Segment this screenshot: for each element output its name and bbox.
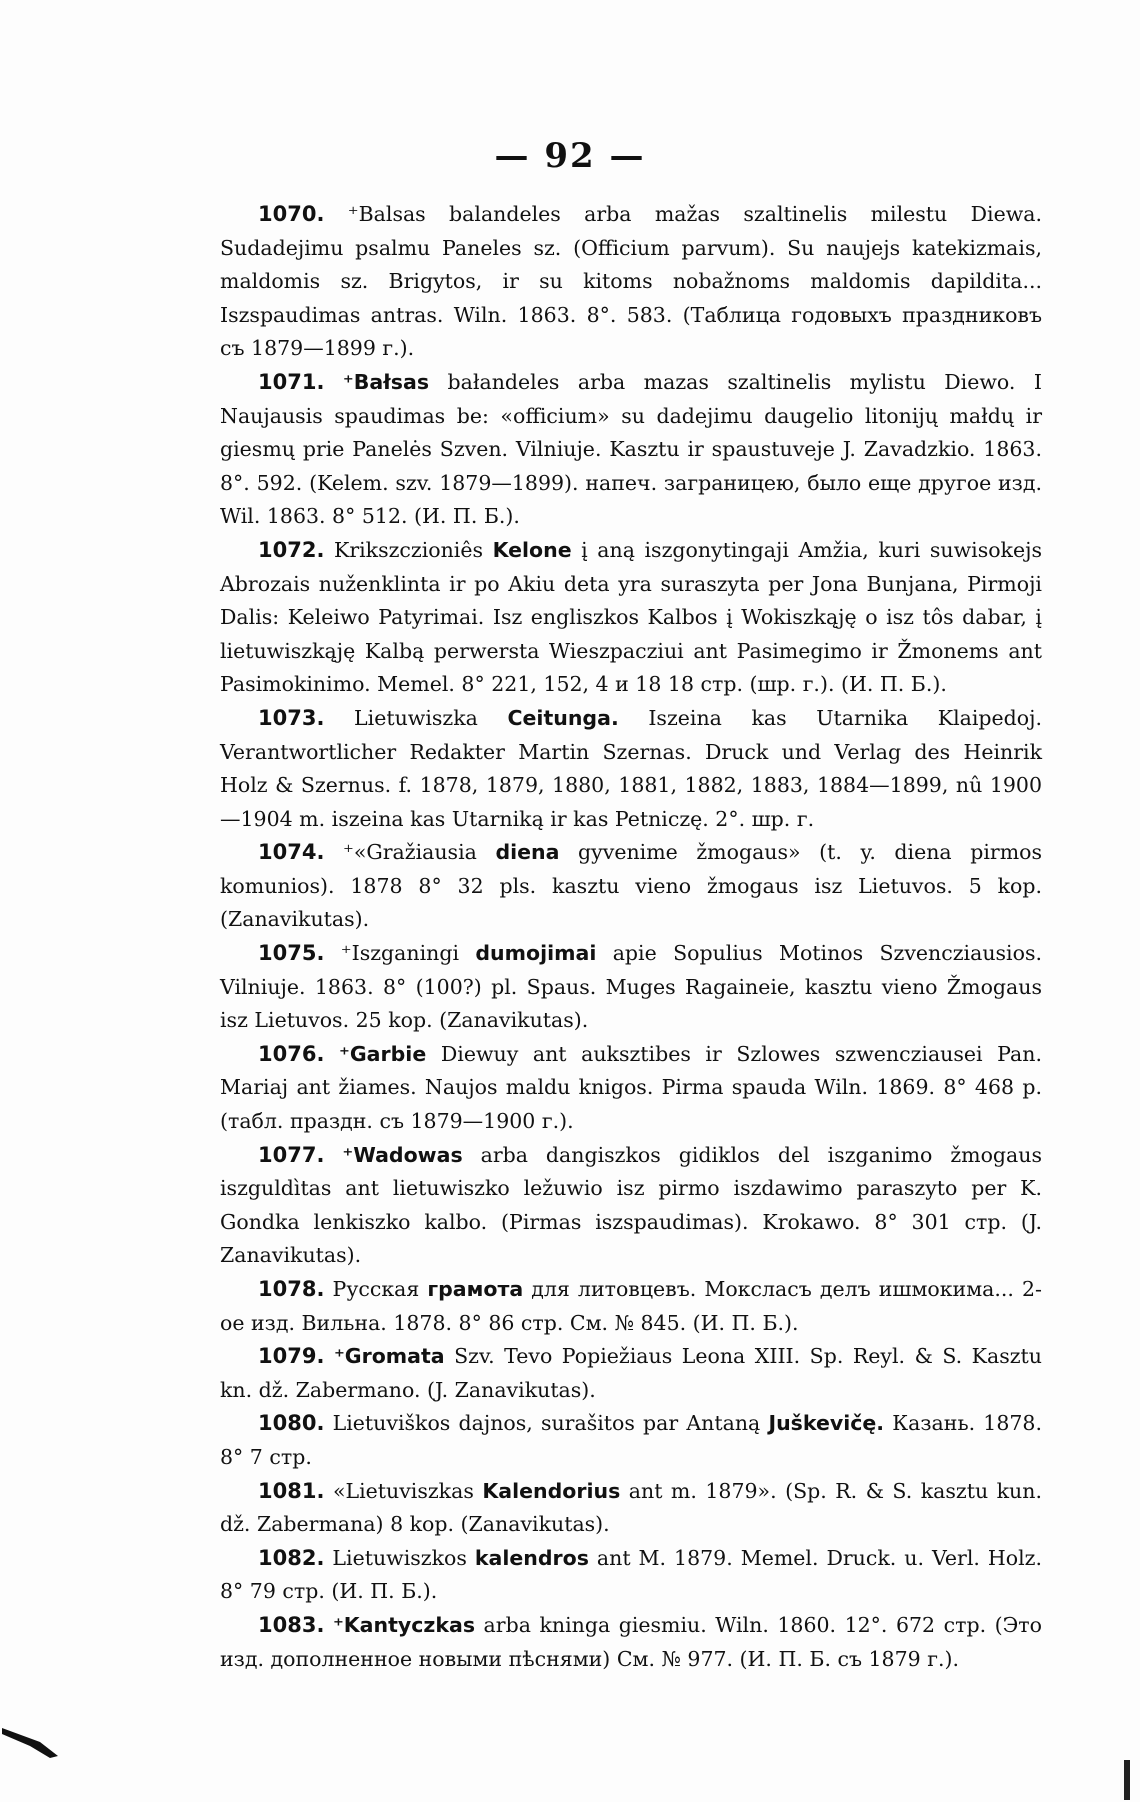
entry-keyword: ⁺Kantyczkas xyxy=(332,1612,476,1637)
entry-1080 xyxy=(220,1407,1042,1474)
entry-text: arba kninga giesmiu. Wiln. 1860. 12°. 672 стр. (Это изд. дополненное новыми пѣснями) См. № 977. (И. П. Б. съ 1879 г.). xyxy=(220,1612,1042,1671)
entry-prefix: Русская xyxy=(332,1277,428,1301)
entry-number: 1075. xyxy=(258,941,325,966)
entry-text: ant m. 1879». (Sp. R. & S. kasztu kun. dž. Zabermana) 8 kop. (Zanavikutas). xyxy=(220,1478,1042,1537)
entry-prefix: Krikszczioniês xyxy=(334,537,493,562)
entry-prefix: Lietuwiszkos xyxy=(332,1545,475,1570)
entry-1081 xyxy=(220,1475,1042,1542)
entry-text: для литовцевъ. Моксласъ делъ ишмокима... 2-ое изд. Вильна. 1878. 8° 86 стр. См. № 845. (И. П. Б.). xyxy=(220,1277,1042,1335)
entry-text: bałandeles arba mazas szaltinelis mylistu Diewo. I Naujausis spaudimas be: «officium» su dadejimu daugelio litonijų małdų ir giesmų prie Panelės Szven. Vilniuje. Kasztu ir spaustuveje J. Zavadzkio. 1863. 8°. 592. (Kelem. szv. 1879—1899). напеч. заграницею, было еще другое изд. Wil. 1863. 8° 512. (И. П. Б.). xyxy=(220,369,1042,529)
entry-1079 xyxy=(220,1340,1042,1407)
entry-1071 xyxy=(220,366,1042,534)
entry-text: Казань. 1878. 8° 7 стр. xyxy=(220,1411,1042,1469)
entry-number: 1077. xyxy=(258,1142,325,1167)
entry-text: ⁺Balsas balandeles arba mažas szaltinelis milestu Diewa. Sudadejimu psalmu Paneles sz. (Officium parvum). Su naujejs katekizmais, maldomis sz. Brigytos, ir su kitoms nobažnoms maldomis dapildita... Iszspaudimas antras. Wiln. 1863. 8°. 583. (Таблица годовыхъ праздниковъ съ 1879—1899 г.). xyxy=(220,202,1042,361)
scan-edge-mark xyxy=(1124,1760,1130,1800)
entry-number: 1081. xyxy=(258,1478,325,1503)
entry-keyword: ⁺Bałsas xyxy=(342,369,430,394)
entry-1073 xyxy=(220,702,1042,836)
entry-prefix: ⁺«Gražiausia xyxy=(343,840,496,865)
entry-text: į aną iszgonytingaji Amžia, kuri suwisokejs Abrozais nuženklinta ir po Akiu deta yra suraszyta per Jona Bunjana, Pirmoji Dalis: Keleiwo Patyrimai. Isz engliszkos Kalbos į Wokiszkąję o isz tôs dabar, į lietuwiszkąję Kalbą perwersta Wieszpacziui ant Pasimegimo ir Žmonems ant Pasimokinimo. Memel. 8° 221, 152, 4 и 18 18 стр. (шр. г.). (И. П. Б.). xyxy=(220,537,1042,697)
entry-keyword: Kalendorius xyxy=(482,1478,621,1503)
entry-prefix: «Lietuviszkas xyxy=(332,1478,483,1503)
entry-keyword: Kelone xyxy=(492,537,572,562)
entry-number: 1072. xyxy=(258,537,325,562)
entry-number: 1080. xyxy=(258,1411,325,1436)
entry-number: 1083. xyxy=(258,1612,325,1637)
entry-1074 xyxy=(220,836,1042,937)
entry-keyword: Juškevičę. xyxy=(768,1411,885,1436)
entry-1075 xyxy=(220,937,1042,1038)
scan-corner-mark xyxy=(0,1720,70,1760)
entry-1078 xyxy=(220,1273,1042,1340)
entry-number: 1076. xyxy=(258,1041,325,1066)
entry-1083 xyxy=(220,1609,1042,1676)
entry-text: Diewuy ant auksztibes ir Szlowes szwencziausei Pan. Mariaj ant žiames. Naujos maldu knigos. Pirma spauda Wiln. 1869. 8° 468 p. (табл. праздн. съ 1879—1900 г.). xyxy=(220,1041,1042,1134)
entry-text: gyvenime žmogaus» (t. y. diena pirmos komunios). 1878 8° 32 pls. kasztu vieno žmogaus isz Lietuvos. 5 kop. (Zanavikutas). xyxy=(220,840,1042,932)
entry-1082 xyxy=(220,1542,1042,1609)
entry-prefix: Lietuviškos dajnos, surašitos par Antaną xyxy=(332,1411,769,1436)
entry-number: 1071. xyxy=(258,369,325,394)
entry-text: Szv. Tevo Popiežiaus Leona XIII. Sp. Reyl. & S. Kasztu kn. dž. Zabermano. (J. Zanavikutas). xyxy=(220,1344,1042,1402)
entry-prefix: ⁺Iszganingi xyxy=(340,941,476,966)
entry-keyword: Ceitunga. xyxy=(507,705,619,730)
entry-keyword: ⁺Garbie xyxy=(339,1041,427,1066)
entry-1072 xyxy=(220,534,1042,702)
entry-keyword: kalendros xyxy=(474,1545,589,1570)
page-number: — 92 — xyxy=(494,136,646,176)
entry-keyword: ⁺Wadowas xyxy=(342,1142,463,1167)
entry-keyword: грамота xyxy=(427,1277,524,1301)
entry-prefix: Lietuwiszka xyxy=(354,705,508,730)
entry-number: 1074. xyxy=(258,840,325,865)
entry-1070 xyxy=(220,198,1042,366)
entry-keyword: diena xyxy=(495,840,560,865)
entry-keyword: ⁺Gromata xyxy=(333,1344,445,1369)
entry-number: 1082. xyxy=(258,1545,325,1570)
entry-number: 1070. xyxy=(258,202,325,226)
entry-text: apie Sopulius Motinos Szvencziausios. Vilniuje. 1863. 8° (100?) pl. Spaus. Muges Ragaineie, kasztu vieno Žmogaus isz Lietuvos. 25 kop. (Zanavikutas). xyxy=(220,941,1042,1033)
entry-1076 xyxy=(220,1038,1042,1139)
entry-keyword: dumojimai xyxy=(475,941,597,966)
entry-number: 1078. xyxy=(258,1277,325,1301)
entry-number: 1073. xyxy=(258,705,325,730)
entry-number: 1079. xyxy=(258,1344,325,1369)
bibliography-entries xyxy=(220,198,1042,1676)
entry-text: Iszeina kas Utarnika Klaipedoj. Verantwortlicher Redakter Martin Szernas. Druck und Verlag des Heinrik Holz & Szernus. f. 1878, 1879, 1880, 1881, 1882, 1883, 1884—1899, nû 1900—1904 m. iszeina kas Utarniką ir kas Petniczę. 2°. шр. г. xyxy=(220,705,1043,831)
entry-1077 xyxy=(220,1139,1042,1273)
entry-text: ant M. 1879. Memel. Druck. u. Verl. Holz. 8° 79 стр. (И. П. Б.). xyxy=(220,1545,1042,1604)
entry-text: arba dangiszkos gidiklos del iszganimo žmogaus iszguldìtas ant lietuwiszko ležuwio isz pirmo iszdawimo paraszyto per K. Gondka lenkiszko kalbo. (Pirmas iszspaudimas). Krokawo. 8° 301 стр. (J. Zanavikutas). xyxy=(220,1142,1042,1268)
